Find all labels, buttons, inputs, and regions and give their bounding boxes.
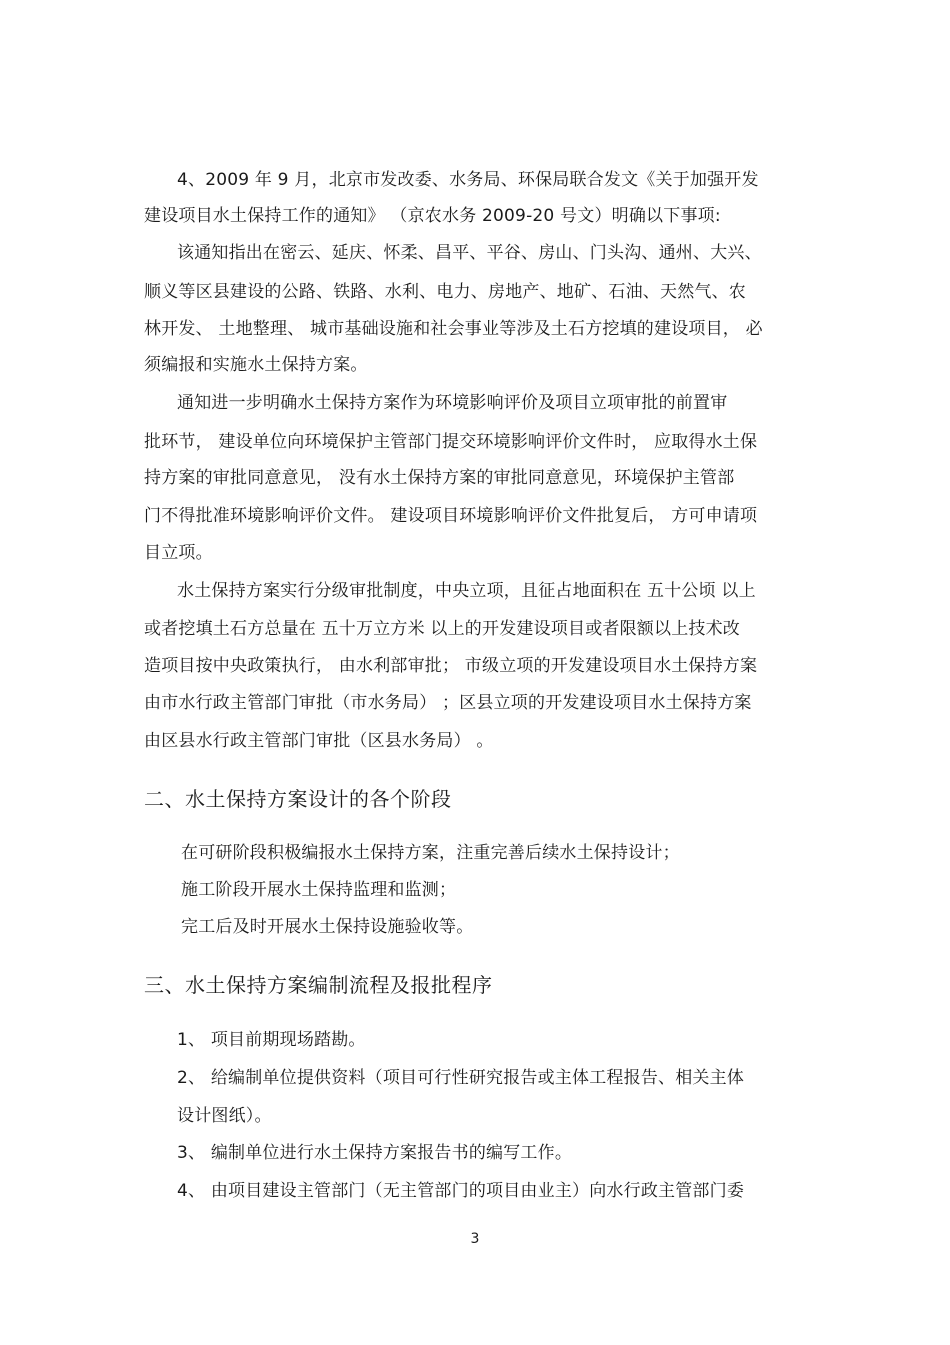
- prerequisite-line-2: 批环节， 建设单位向环境保护主管部门提交环境影响评价文件时， 应取得水土保: [144, 432, 758, 452]
- section-three-step-1: 1、 项目前期现场踏勘。: [177, 1030, 366, 1050]
- section-two-item-1: 在可研阶段积极编报水土保持方案，注重完善后续水土保持设计；: [181, 843, 680, 863]
- section-two-item-3: 完工后及时开展水土保持设施验收等。: [181, 917, 474, 937]
- section-three-step-3: 3、 编制单位进行水土保持方案报告书的编写工作。: [177, 1143, 573, 1163]
- section-two-item-2: 施工阶段开展水土保持监理和监测；: [181, 880, 457, 900]
- tiered-approval-line-2: 或者挖填土石方总量在 五十万立方米 以上的开发建设项目或者限额以上技术改: [144, 619, 741, 639]
- page-number: 3: [470, 1231, 480, 1247]
- section-two-heading: 二、水土保持方案设计的各个阶段: [144, 787, 452, 811]
- notice-scope-line-2: 顺义等区县建设的公路、铁路、水利、电力、房地产、地矿、石油、天然气、农: [144, 282, 746, 302]
- item4-line-2: 建设项目水土保持工作的通知》 （京农水务 2009-20 号文）明确以下事项:: [144, 206, 721, 226]
- section-three-heading: 三、水土保持方案编制流程及报批程序: [144, 973, 493, 997]
- prerequisite-line-4: 门不得批准环境影响评价文件。 建设项目环境影响评价文件批复后， 方可申请项: [144, 506, 758, 526]
- notice-scope-line-4: 须编报和实施水土保持方案。: [144, 355, 368, 375]
- notice-scope-line-1: 该通知指出在密云、延庆、怀柔、昌平、平谷、房山、门头沟、通州、大兴、: [177, 243, 762, 263]
- item4-line-1: 4、2009 年 9 月，北京市发改委、水务局、环保局联合发文《关于加强开发: [177, 170, 759, 190]
- section-three-step-4: 4、 由项目建设主管部门（无主管部门的项目由业主）向水行政主管部门委: [177, 1181, 745, 1201]
- prerequisite-line-1: 通知进一步明确水土保持方案作为环境影响评价及项目立项审批的前置审: [177, 393, 728, 413]
- tiered-approval-line-1: 水土保持方案实行分级审批制度，中央立项，且征占地面积在 五十公顷 以上: [177, 581, 756, 601]
- tiered-approval-line-4: 由市水行政主管部门审批（市水务局） ；区县立项的开发建设项目水土保持方案: [144, 693, 752, 713]
- section-three-step-2: 2、 给编制单位提供资料（项目可行性研究报告或主体工程报告、相关主体: [177, 1068, 745, 1088]
- tiered-approval-line-3: 造项目按中央政策执行， 由水利部审批； 市级立项的开发建设项目水土保持方案: [144, 656, 758, 676]
- section-three-step-2-cont: 设计图纸）。: [177, 1106, 272, 1126]
- tiered-approval-line-5: 由区县水行政主管部门审批（区县水务局） 。: [144, 731, 494, 751]
- notice-scope-line-3: 林开发、 土地整理、 城市基础设施和社会事业等涉及土石方挖填的建设项目， 必: [144, 319, 763, 339]
- prerequisite-line-3: 持方案的审批同意意见， 没有水土保持方案的审批同意意见，环境保护主管部: [144, 468, 735, 488]
- prerequisite-line-5: 目立项。: [144, 543, 213, 563]
